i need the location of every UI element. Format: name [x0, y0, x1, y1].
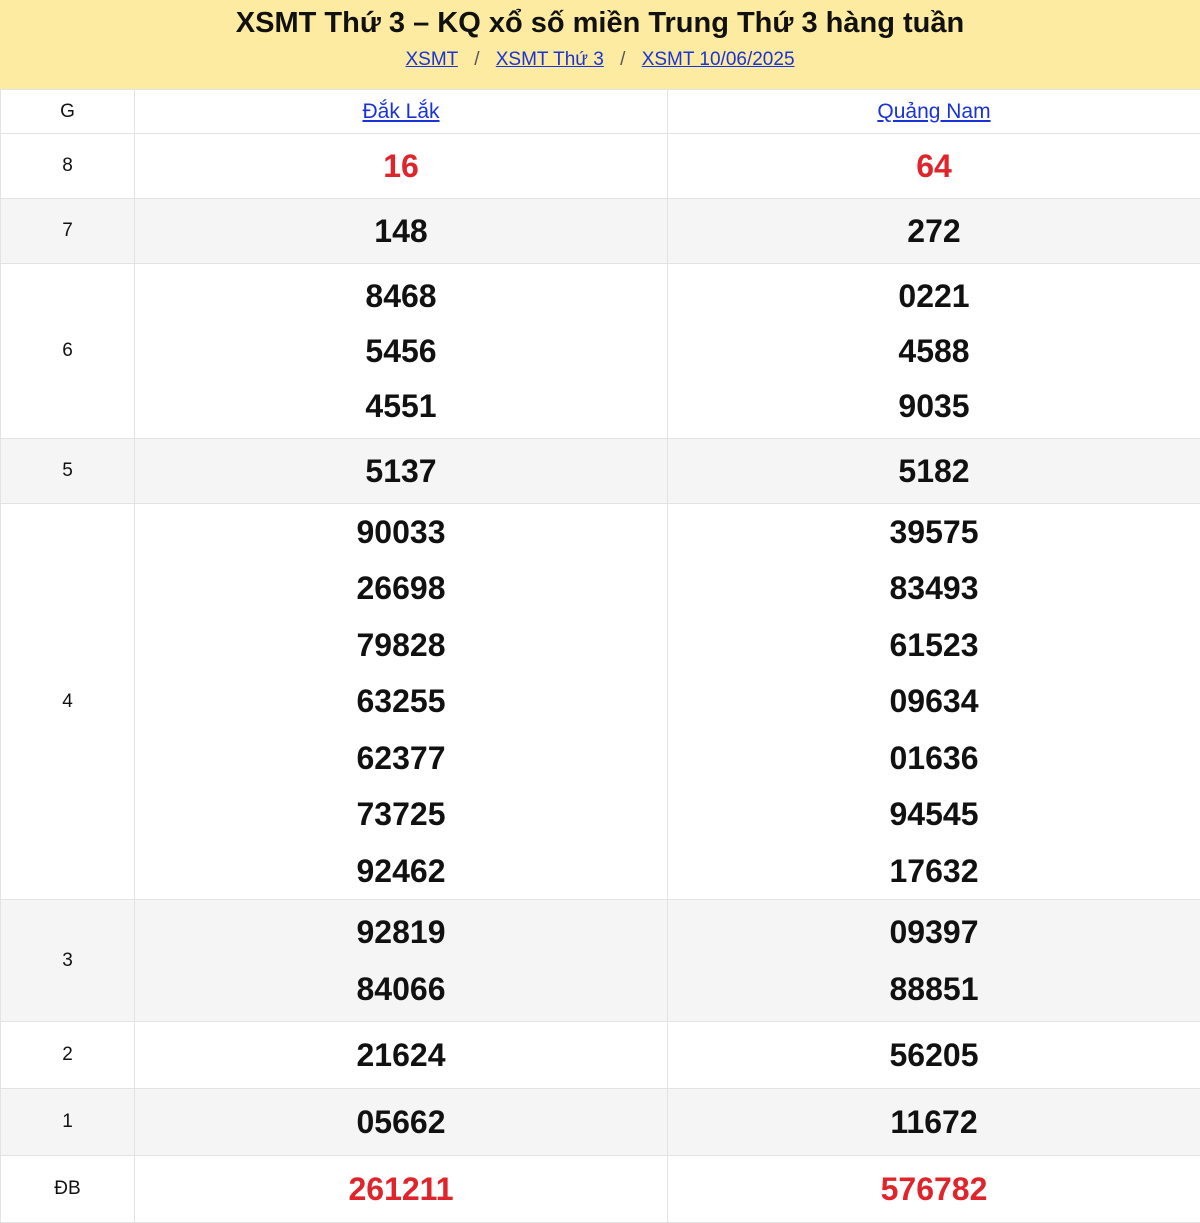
result-cell [668, 900, 1200, 1022]
prize-label: 1 [1, 1089, 135, 1156]
prize-row-1 [1, 1089, 1200, 1156]
result-number: 73725 [135, 786, 667, 842]
result-number: 21624 [135, 1037, 667, 1074]
province-header-quang-nam [668, 90, 1200, 134]
prize-label: ĐB [1, 1156, 135, 1223]
province-link-dak-lak[interactable]: Đắk Lắk [362, 100, 439, 123]
prize-label: 8 [1, 134, 135, 199]
result-number: 9035 [668, 379, 1200, 434]
breadcrumb-separator: / [620, 49, 625, 70]
result-cell [135, 264, 668, 439]
result-cell [668, 1156, 1200, 1223]
result-cell [668, 134, 1200, 199]
prize-row-special [1, 1156, 1200, 1223]
table-header-row [1, 90, 1200, 134]
result-cell [135, 439, 668, 504]
prize-label: 3 [1, 900, 135, 1022]
province-header-dak-lak [135, 90, 668, 134]
prize-label: 5 [1, 439, 135, 504]
result-cell [135, 1156, 668, 1223]
result-number: 576782 [668, 1156, 1200, 1222]
result-number: 63255 [135, 673, 667, 729]
result-number: 148 [135, 213, 667, 250]
result-cell [135, 900, 668, 1022]
result-cell [135, 199, 668, 264]
prize-label: 6 [1, 264, 135, 439]
result-number: 92462 [135, 843, 667, 899]
result-number: 79828 [135, 617, 667, 673]
result-number: 84066 [135, 961, 667, 1018]
prize-label: 4 [1, 504, 135, 900]
result-number: 94545 [668, 786, 1200, 842]
result-number: 11672 [668, 1104, 1200, 1141]
province-link-quang-nam[interactable]: Quảng Nam [877, 100, 990, 123]
result-number: 16 [135, 148, 667, 185]
result-number: 09397 [668, 904, 1200, 961]
breadcrumb-separator: / [474, 49, 479, 70]
prize-row-5 [1, 439, 1200, 504]
result-cell [668, 264, 1200, 439]
result-number: 8468 [135, 269, 667, 324]
result-number: 62377 [135, 730, 667, 786]
result-cell [135, 504, 668, 900]
result-cell [668, 1022, 1200, 1089]
result-number: 61523 [668, 617, 1200, 673]
result-number: 90033 [135, 504, 667, 560]
prize-label: 7 [1, 199, 135, 264]
prize-row-6 [1, 264, 1200, 439]
result-number: 64 [668, 148, 1200, 185]
result-number: 26698 [135, 560, 667, 616]
result-cell [135, 1022, 668, 1089]
breadcrumb-link-xsmt-date[interactable]: XSMT 10/06/2025 [642, 49, 795, 70]
results-table [0, 89, 1200, 1223]
result-cell [668, 1089, 1200, 1156]
result-number: 5456 [135, 324, 667, 379]
result-number: 83493 [668, 560, 1200, 616]
prize-row-2 [1, 1022, 1200, 1089]
breadcrumb-link-xsmt[interactable]: XSMT [405, 49, 457, 70]
result-number: 261211 [135, 1156, 667, 1222]
breadcrumb [0, 46, 1200, 74]
result-number: 01636 [668, 730, 1200, 786]
prize-label: 2 [1, 1022, 135, 1089]
prize-row-7 [1, 199, 1200, 264]
result-cell [668, 504, 1200, 900]
result-number: 0221 [668, 269, 1200, 324]
result-number: 09634 [668, 673, 1200, 729]
result-number: 88851 [668, 961, 1200, 1018]
page-header [0, 0, 1200, 89]
result-number: 05662 [135, 1104, 667, 1141]
page-title: XSMT Thứ 3 – KQ xổ số miền Trung Thứ 3 hàng tuần [0, 4, 1200, 42]
result-number: 5182 [668, 453, 1200, 490]
prize-column-header: G [1, 90, 135, 134]
result-cell [668, 199, 1200, 264]
result-cell [135, 1089, 668, 1156]
breadcrumb-link-xsmt-thu-3[interactable]: XSMT Thứ 3 [496, 49, 604, 70]
prize-row-3 [1, 900, 1200, 1022]
result-number: 5137 [135, 453, 667, 490]
result-cell [668, 439, 1200, 504]
result-number: 39575 [668, 504, 1200, 560]
result-number: 92819 [135, 904, 667, 961]
result-number: 4551 [135, 379, 667, 434]
result-cell [135, 134, 668, 199]
result-number: 56205 [668, 1037, 1200, 1074]
prize-row-4 [1, 504, 1200, 900]
result-number: 17632 [668, 843, 1200, 899]
result-number: 272 [668, 213, 1200, 250]
result-number: 4588 [668, 324, 1200, 379]
prize-row-8 [1, 134, 1200, 199]
